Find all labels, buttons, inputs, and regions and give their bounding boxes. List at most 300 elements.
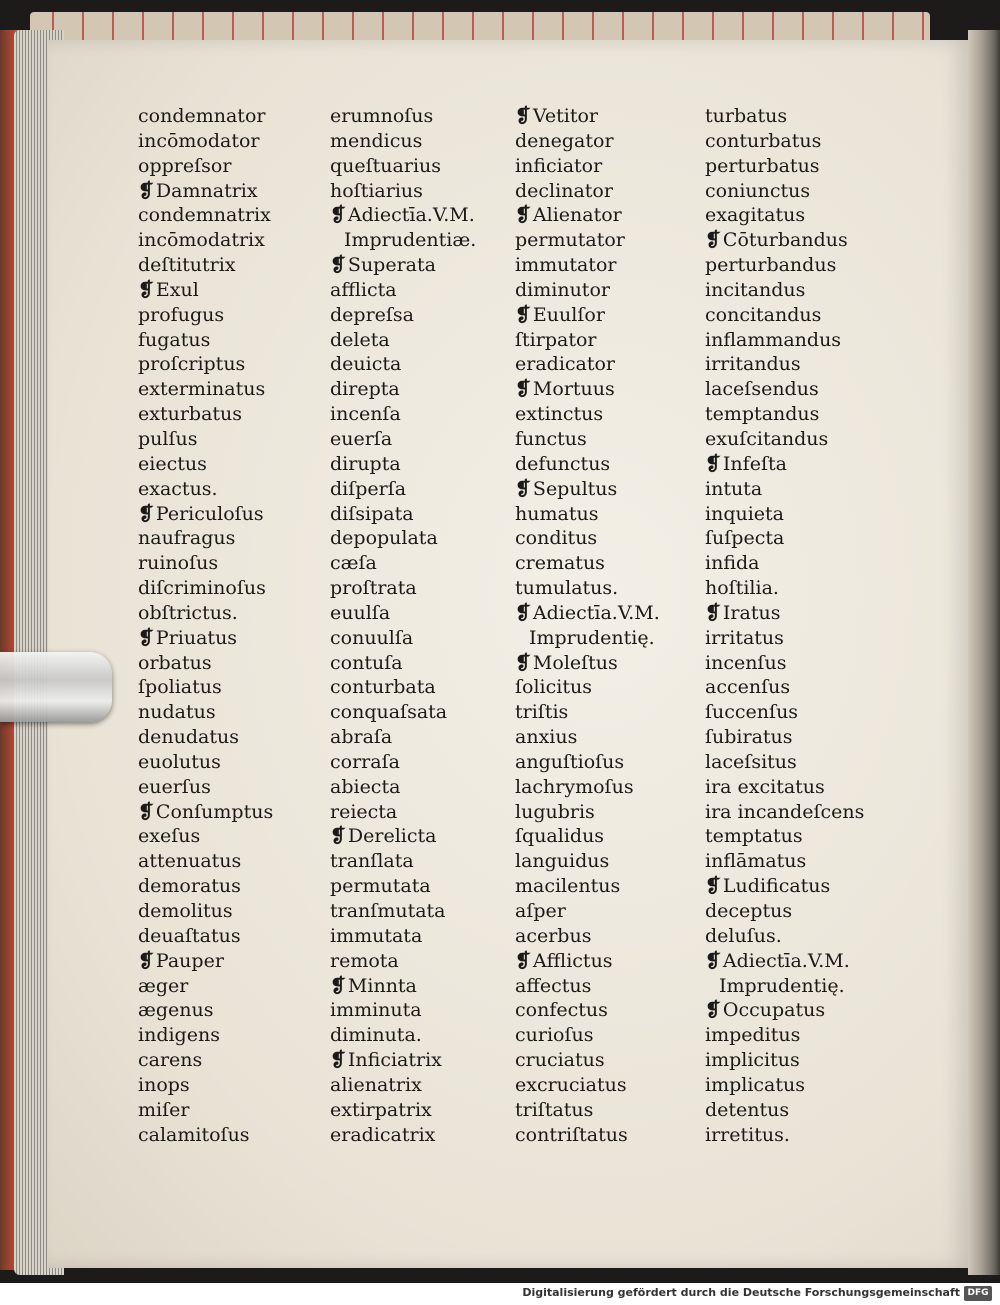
entry-heading [515, 377, 660, 402]
entry-text: depopulata [330, 527, 438, 550]
entry-text: queſtuarius [330, 154, 442, 177]
entry-heading [138, 800, 273, 825]
entry-text: temptatus [705, 825, 803, 848]
entry-heading [515, 601, 660, 626]
word-entry [138, 154, 273, 179]
entry-text: profugus [138, 303, 225, 326]
entry-text: functus [515, 427, 587, 450]
entry-text: tumulatus. [515, 577, 619, 600]
entry-text: concitandus [705, 303, 822, 326]
word-entry [515, 402, 660, 427]
word-entry [138, 849, 273, 874]
word-entry [330, 352, 476, 377]
word-entry [515, 452, 660, 477]
entry-text: irritatus [705, 626, 784, 649]
paragraph-mark-icon: ❡ [138, 278, 154, 301]
word-entry [330, 949, 476, 974]
word-entry [330, 576, 476, 601]
word-entry [705, 849, 864, 874]
word-entry [515, 502, 660, 527]
entry-text: Imprudentię. [719, 974, 845, 997]
word-entry [705, 899, 864, 924]
word-entry [515, 800, 660, 825]
entry-text: triſtatus [515, 1098, 594, 1121]
word-entry [138, 700, 273, 725]
entry-text: exactus. [138, 477, 218, 500]
paragraph-mark-icon: ❡ [330, 825, 346, 848]
word-entry [138, 203, 273, 228]
paragraph-mark-icon: ❡ [515, 949, 531, 972]
word-entry [138, 1098, 273, 1123]
word-entry [705, 129, 864, 154]
entry-text: deceptus [705, 900, 793, 922]
entry-text: implicatus [705, 1073, 806, 1096]
entry-text: diſperſa [330, 477, 407, 500]
entry-text: irretitus. [705, 1123, 790, 1146]
entry-text: naufragus [138, 527, 236, 550]
paragraph-mark-icon: ❡ [138, 949, 154, 972]
entry-text: triſtis [515, 701, 569, 724]
word-entry [330, 775, 476, 800]
paragraph-mark-icon: ❡ [138, 502, 154, 525]
paragraph-mark-icon: ❡ [515, 601, 531, 624]
entry-heading [515, 203, 660, 228]
entry-text: orbatus [138, 651, 212, 674]
entry-text: declinator [515, 179, 613, 202]
word-entry [330, 477, 476, 502]
word-entry [705, 675, 864, 700]
word-entry [138, 402, 273, 427]
entry-text: irritandus [705, 353, 801, 376]
word-entry [138, 452, 273, 477]
word-entry [705, 800, 864, 825]
word-entry [330, 924, 476, 949]
entry-text: abraſa [330, 726, 393, 749]
word-entry [705, 253, 864, 278]
entry-text: curioſus [515, 1024, 594, 1047]
entry-text: nudatus [138, 701, 216, 724]
entry-heading [515, 477, 660, 502]
entry-text: Afflictus [532, 949, 613, 972]
entry-text: Infeſta [722, 452, 787, 475]
entry-text: impeditus [705, 1024, 801, 1047]
entry-text: excruciatus [515, 1073, 627, 1096]
word-entry [138, 576, 273, 601]
entry-text: conturbatus [705, 129, 822, 152]
paragraph-mark-icon: ❡ [515, 303, 531, 326]
entry-heading [138, 179, 273, 204]
word-entry [330, 427, 476, 452]
page-clip [0, 652, 112, 722]
entry-text: immutata [330, 924, 423, 947]
entry-text: euolutus [138, 750, 221, 773]
word-entry [515, 998, 660, 1023]
word-column-1 [138, 104, 273, 1147]
word-entry [515, 824, 660, 849]
entry-text: lachrymoſus [515, 775, 634, 798]
word-entry [705, 1023, 864, 1048]
entry-text: temptandus [705, 403, 820, 426]
entry-text: ſubiratus [705, 726, 793, 749]
word-entry [330, 402, 476, 427]
paragraph-mark-icon: ❡ [138, 179, 154, 202]
paragraph-mark-icon: ❡ [515, 105, 531, 127]
entry-text: incenſus [705, 651, 787, 674]
paragraph-mark-icon: ❡ [705, 999, 721, 1022]
word-entry [515, 129, 660, 154]
entry-text: hoſtilia. [705, 577, 779, 600]
entry-text: macilentus [515, 875, 621, 898]
word-entry [330, 502, 476, 527]
word-entry [705, 502, 864, 527]
entry-text: Moleſtus [532, 651, 618, 674]
paragraph-mark-icon: ❡ [515, 204, 531, 227]
word-entry [330, 452, 476, 477]
entry-text: inficiator [515, 154, 603, 177]
entry-text: diminutor [515, 278, 610, 301]
word-entry [138, 775, 273, 800]
paragraph-mark-icon: ❡ [705, 229, 721, 252]
entry-text: ſuccenſus [705, 701, 799, 724]
entry-text: condemnatrix [138, 204, 271, 227]
entry-text: eradicator [515, 353, 616, 376]
entry-text: condemnator [138, 105, 266, 127]
entry-text: demolitus [138, 900, 233, 922]
word-entry [138, 303, 273, 328]
entry-text: imminuta [330, 999, 422, 1022]
entry-text: immutator [515, 254, 617, 277]
word-entry [705, 352, 864, 377]
word-entry [705, 576, 864, 601]
word-entry [330, 725, 476, 750]
entry-heading [138, 502, 273, 527]
word-entry [138, 675, 273, 700]
word-entry [705, 203, 864, 228]
entry-heading [515, 303, 660, 328]
word-entry [515, 725, 660, 750]
entry-text: exterminatus [138, 378, 266, 401]
entry-text: Pauper [155, 949, 224, 972]
entry-text: anguſtioſus [515, 750, 625, 773]
paragraph-mark-icon: ❡ [515, 651, 531, 674]
entry-text: euerſus [138, 775, 211, 798]
entry-text: denegator [515, 129, 614, 152]
entry-text: Ludificatus [722, 875, 831, 898]
word-entry [138, 377, 273, 402]
entry-text: Iratus [722, 601, 781, 624]
entry-text: incenſa [330, 403, 401, 426]
entry-text: Sepultus [532, 477, 618, 500]
entry-text: inflammandus [705, 328, 842, 351]
entry-text: permutator [515, 229, 625, 252]
entry-text: conturbata [330, 676, 436, 699]
entry-heading [705, 452, 864, 477]
entry-text: calamitoſus [138, 1123, 250, 1146]
word-entry [138, 104, 273, 129]
entry-text: Inficiatrix [347, 1049, 442, 1072]
entry-text: laceſsendus [705, 378, 819, 401]
word-entry [515, 849, 660, 874]
word-entry [515, 750, 660, 775]
entry-text: pulſus [138, 427, 198, 450]
entry-text: Damnatrix [155, 179, 258, 202]
entry-text: Mortuus [532, 378, 615, 401]
entry-text: incōmodatrix [138, 229, 265, 252]
word-entry [138, 328, 273, 353]
entry-text: abiecta [330, 775, 401, 798]
entry-text: oppreſsor [138, 154, 232, 177]
entry-text: exuſcitandus [705, 427, 829, 450]
word-entry [330, 179, 476, 204]
entry-text: ſqualidus [515, 825, 605, 848]
word-entry [515, 899, 660, 924]
entry-text: Minnta [347, 974, 417, 997]
word-entry [515, 328, 660, 353]
word-entry [705, 402, 864, 427]
footer-bar [0, 1283, 1000, 1305]
word-entry [515, 526, 660, 551]
entry-text: denudatus [138, 726, 239, 749]
entry-text: carens [138, 1049, 203, 1072]
entry-heading [515, 949, 660, 974]
word-entry [705, 179, 864, 204]
word-entry [330, 1023, 476, 1048]
entry-text: ſolicitus [515, 676, 592, 699]
entry-text: cæſa [330, 552, 377, 575]
entry-text: dirupta [330, 452, 401, 475]
word-entry [515, 924, 660, 949]
entry-text: Periculoſus [155, 502, 264, 525]
word-entry [515, 1098, 660, 1123]
word-entry [515, 228, 660, 253]
entry-text: proſtrata [330, 577, 417, 600]
entry-text: inflāmatus [705, 850, 807, 873]
entry-text: diſsipata [330, 502, 414, 525]
word-entry [138, 129, 273, 154]
entry-text: deuicta [330, 353, 402, 376]
entry-text: confectus [515, 999, 608, 1022]
entry-heading [138, 278, 273, 303]
paragraph-mark-icon: ❡ [515, 477, 531, 500]
word-entry [515, 154, 660, 179]
word-entry [705, 377, 864, 402]
word-column-2 [330, 104, 476, 1147]
entry-text: conquaſsata [330, 701, 448, 724]
entry-heading [330, 203, 476, 228]
entry-text: Derelicta [347, 825, 437, 848]
word-entry [705, 626, 864, 651]
entry-text: implicitus [705, 1049, 800, 1072]
entry-text: remota [330, 949, 399, 972]
word-entry [515, 700, 660, 725]
word-entry [138, 750, 273, 775]
entry-text: euulſa [330, 601, 391, 624]
entry-text: extirpatrix [330, 1098, 432, 1121]
word-entry [705, 824, 864, 849]
entry-text: attenuatus [138, 850, 242, 873]
word-entry [138, 1123, 273, 1148]
entry-text: eiectus [138, 452, 207, 475]
word-entry [330, 998, 476, 1023]
word-entry [515, 352, 660, 377]
entry-text: deſtitutrix [138, 254, 236, 277]
word-entry [705, 328, 864, 353]
entry-text: aſper [515, 900, 566, 922]
entry-text: corraſa [330, 750, 400, 773]
entry-text: ſpoliatus [138, 676, 222, 699]
word-entry [515, 1123, 660, 1148]
word-column-4 [705, 104, 864, 1147]
word-entry [705, 427, 864, 452]
entry-text: æger [138, 974, 189, 997]
word-entry [330, 104, 476, 129]
entry-text: Alienator [532, 204, 622, 227]
entry-text: proſcriptus [138, 353, 246, 376]
entry-text: Priuatus [155, 626, 238, 649]
word-entry [138, 352, 273, 377]
entry-text: Imprudentię. [529, 626, 655, 649]
word-entry [330, 849, 476, 874]
word-entry [515, 874, 660, 899]
entry-text: extinctus [515, 403, 604, 426]
word-entry [330, 800, 476, 825]
word-entry [330, 303, 476, 328]
entry-text: euerſa [330, 427, 393, 450]
word-entry [330, 675, 476, 700]
entry-text: depreſsa [330, 303, 415, 326]
entry-text: ægenus [138, 999, 214, 1022]
word-entry [138, 824, 273, 849]
word-entry [330, 899, 476, 924]
word-entry [330, 750, 476, 775]
word-entry [138, 874, 273, 899]
word-entry [705, 750, 864, 775]
paragraph-mark-icon: ❡ [138, 800, 154, 823]
entry-text: inquieta [705, 502, 784, 525]
entry-heading [138, 949, 273, 974]
entry-heading [330, 253, 476, 278]
paragraph-mark-icon: ❡ [705, 452, 721, 475]
entry-text: obſtrictus. [138, 601, 238, 624]
entry-text: cruciatus [515, 1049, 605, 1072]
entry-text: turbatus [705, 105, 788, 127]
word-entry [330, 601, 476, 626]
entry-text: demoratus [138, 875, 241, 898]
entry-text: mendicus [330, 129, 423, 152]
word-entry [138, 1023, 273, 1048]
entry-text: afflicta [330, 278, 397, 301]
word-entry [705, 924, 864, 949]
word-entry [138, 601, 273, 626]
paragraph-mark-icon: ❡ [330, 1049, 346, 1072]
entry-text: Euulſor [532, 303, 605, 326]
entry-text: acerbus [515, 924, 592, 947]
entry-text: deuaſtatus [138, 924, 241, 947]
word-entry [330, 1098, 476, 1123]
word-entry [515, 1023, 660, 1048]
paragraph-mark-icon: ❡ [515, 378, 531, 401]
word-entry [515, 1073, 660, 1098]
word-entry [138, 998, 273, 1023]
entry-text: laceſsitus [705, 750, 797, 773]
entry-text: humatus [515, 502, 599, 525]
entry-text: diminuta. [330, 1024, 422, 1047]
entry-text: permutata [330, 875, 431, 898]
word-entry [705, 1073, 864, 1098]
entry-text: reiecta [330, 800, 398, 823]
entry-text: Occupatus [722, 999, 826, 1022]
word-entry [330, 154, 476, 179]
word-entry [138, 551, 273, 576]
entry-heading [705, 228, 864, 253]
word-entry [515, 1048, 660, 1073]
word-entry [705, 526, 864, 551]
entry-text: anxius [515, 726, 578, 749]
entry-text: lugubris [515, 800, 595, 823]
word-entry [515, 576, 660, 601]
entry-text: defunctus [515, 452, 611, 475]
entry-heading [330, 824, 476, 849]
paragraph-mark-icon: ❡ [330, 204, 346, 227]
book-spine [968, 30, 1000, 1275]
entry-text: hoſtiarius [330, 179, 423, 202]
entry-text: exturbatus [138, 403, 243, 426]
word-entry [138, 899, 273, 924]
word-entry [138, 725, 273, 750]
entry-text: ira excitatus [705, 775, 825, 798]
entry-text: ſuſpecta [705, 527, 785, 550]
word-entry [138, 253, 273, 278]
word-entry [330, 626, 476, 651]
word-entry [138, 228, 273, 253]
paragraph-mark-icon: ❡ [330, 974, 346, 997]
word-entry [330, 278, 476, 303]
paragraph-mark-icon: ❡ [705, 601, 721, 624]
entry-text: Adiectīa.V.M. [532, 601, 660, 624]
word-entry [705, 651, 864, 676]
entry-heading [705, 998, 864, 1023]
word-entry [515, 551, 660, 576]
entry-text: affectus [515, 974, 592, 997]
entry-text: coniunctus [705, 179, 811, 202]
funding-credit: Digitalisierung gefördert durch die Deutsche Forschungsgemeinschaft [522, 1286, 960, 1299]
entry-text: diſcriminoſus [138, 577, 266, 600]
word-entry [330, 526, 476, 551]
word-entry [515, 179, 660, 204]
word-column-3 [515, 104, 660, 1147]
entry-text: accenſus [705, 676, 791, 699]
word-entry [330, 328, 476, 353]
paragraph-mark-icon: ❡ [330, 254, 346, 277]
entry-text: Cōturbandus [722, 229, 848, 252]
entry-heading [705, 874, 864, 899]
paragraph-mark-icon: ❡ [705, 875, 721, 898]
entry-text: Superata [347, 254, 436, 277]
word-entry [705, 551, 864, 576]
entry-text: crematus [515, 552, 605, 575]
word-entry [705, 104, 864, 129]
entry-text: perturbatus [705, 154, 820, 177]
entry-heading [330, 974, 476, 999]
entry-text: fugatus [138, 328, 211, 351]
word-entry [705, 154, 864, 179]
entry-text: perturbandus [705, 254, 837, 277]
word-entry [705, 477, 864, 502]
word-entry [705, 775, 864, 800]
word-entry [138, 1048, 273, 1073]
entry-text: conditus [515, 527, 598, 550]
paragraph-mark-icon: ❡ [705, 949, 721, 972]
